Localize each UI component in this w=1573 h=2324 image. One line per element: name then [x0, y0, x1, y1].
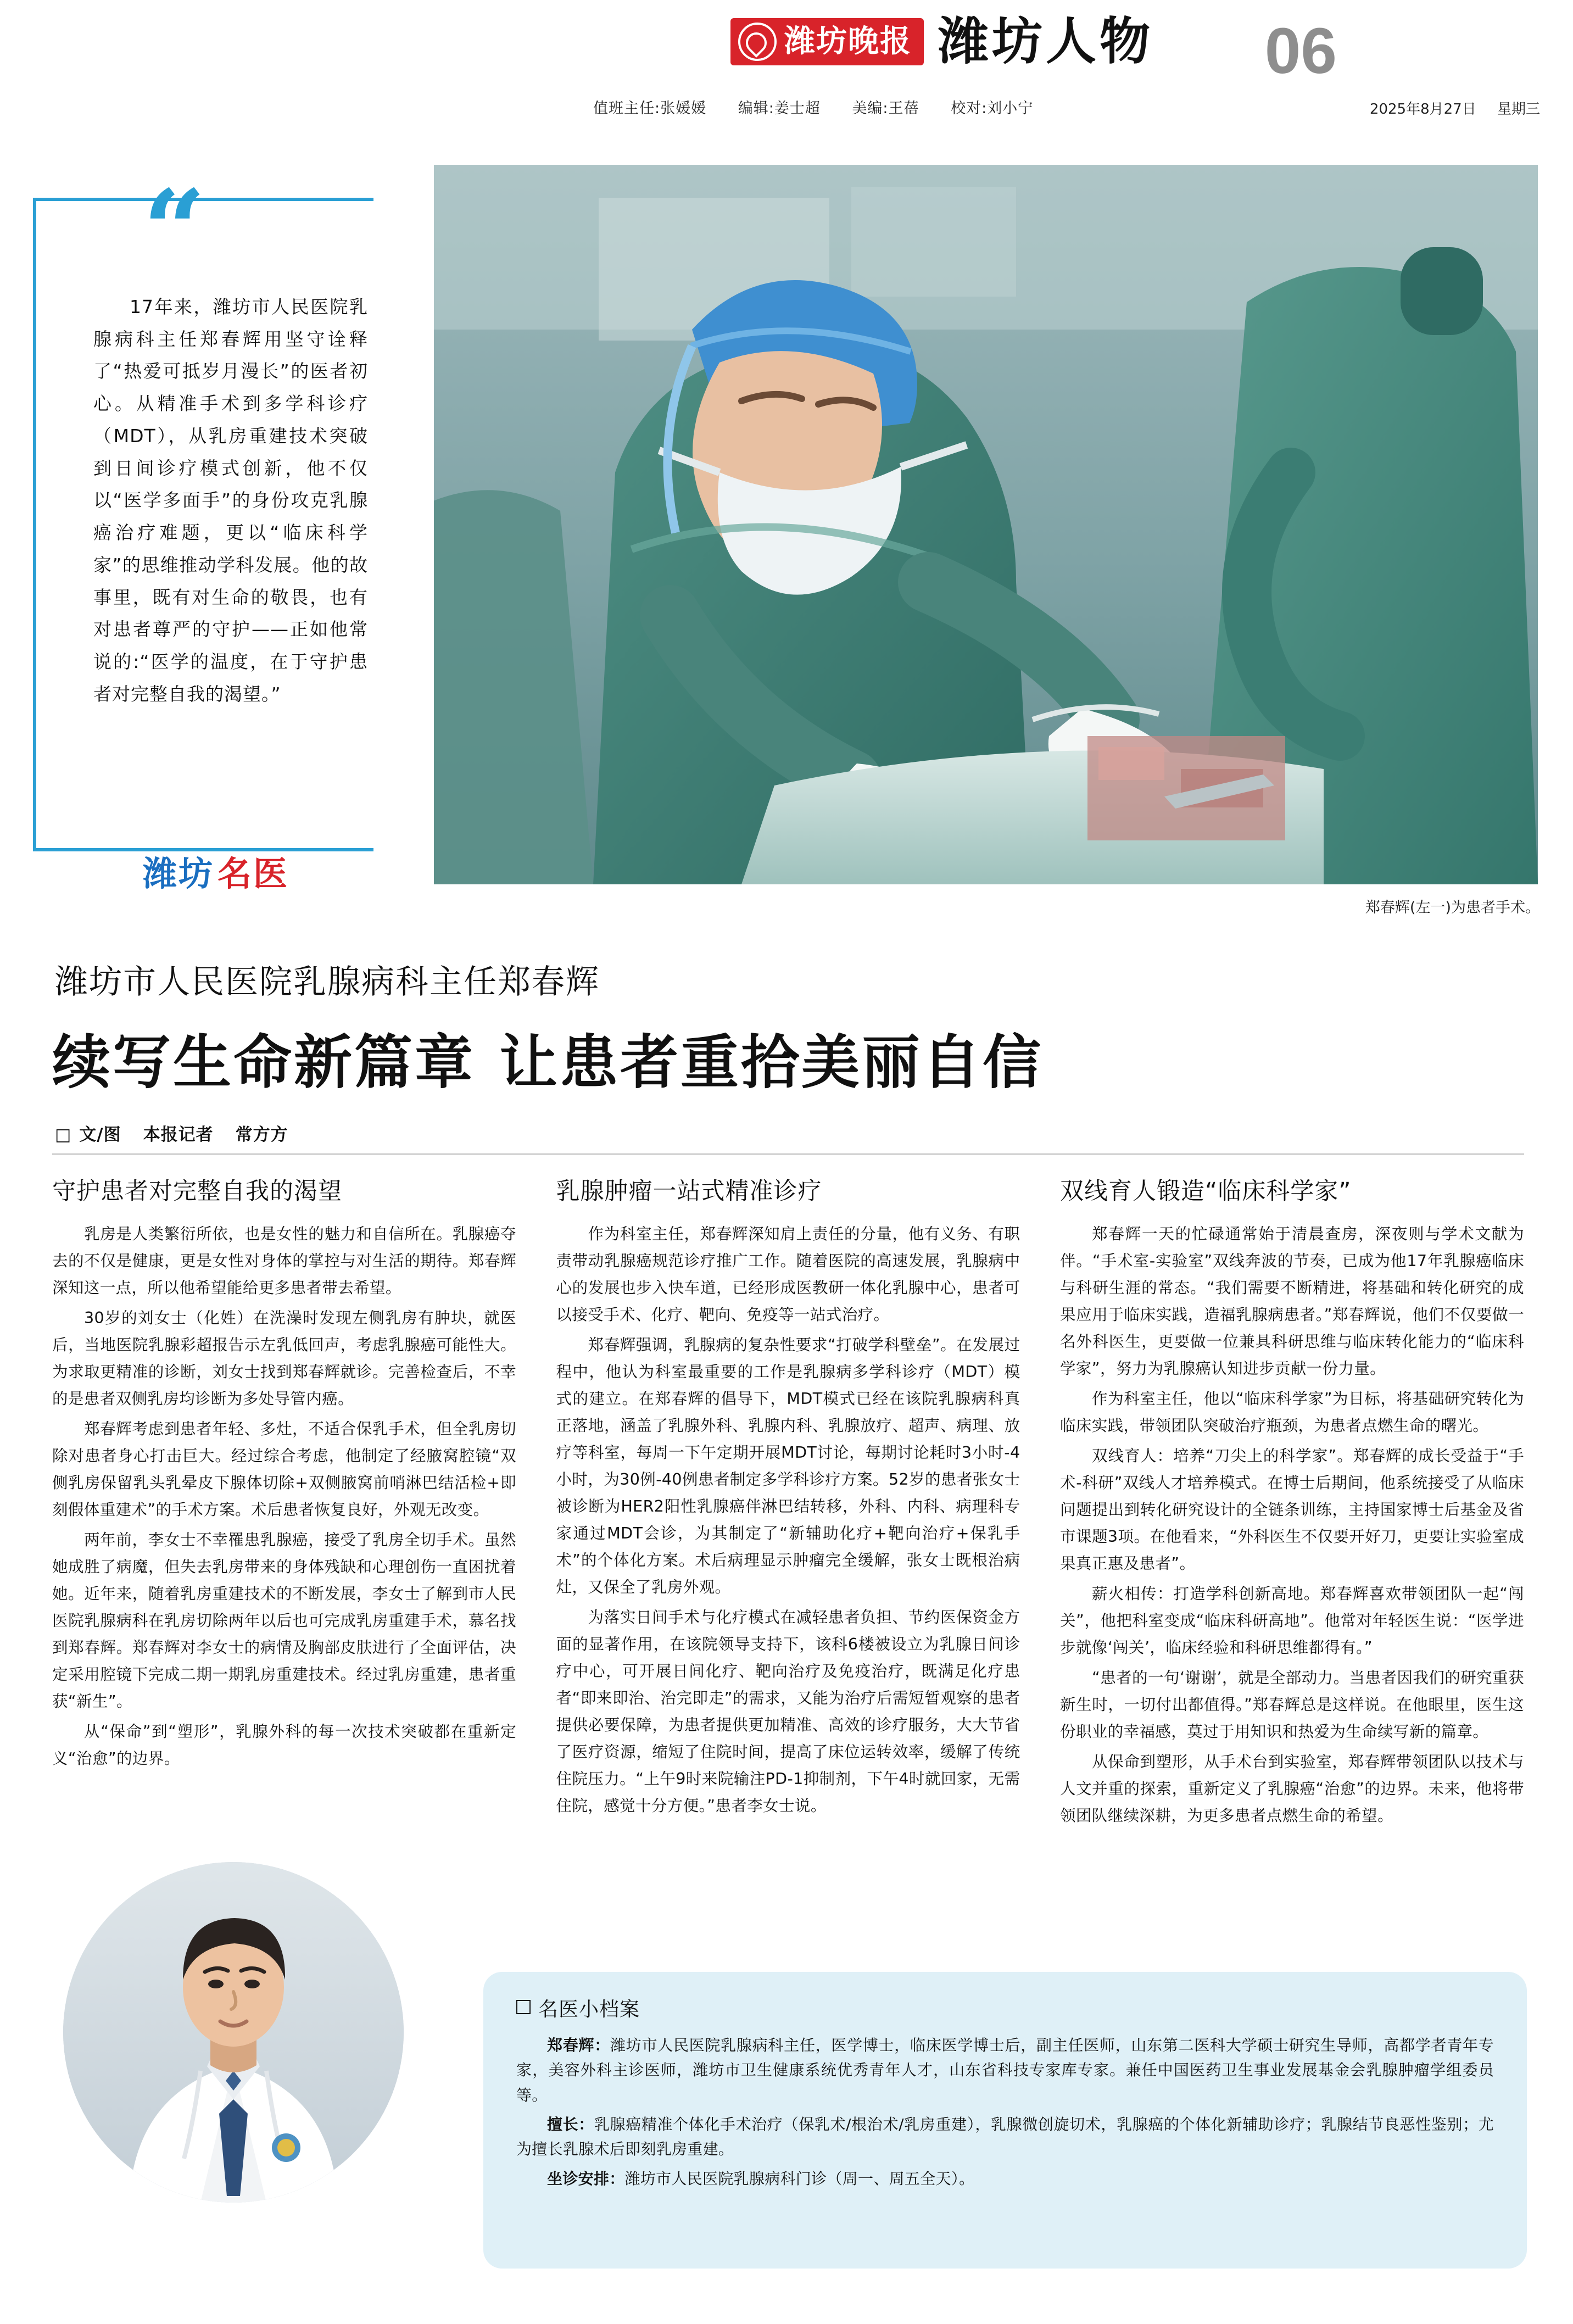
- byline-box-icon: □: [55, 1125, 72, 1145]
- profile-intro: [516, 2033, 1494, 2108]
- issue-date-value: 2025年8月27日: [1369, 101, 1476, 118]
- page-number: 06: [1264, 15, 1337, 87]
- profile-speciality: [516, 2112, 1494, 2162]
- column-3-paragraph: 郑春辉一天的忙碌通常始于清晨查房，深夜则与学术文献为伴。“手术室-实验室”双线奔波的节奏，已成为他17年乳腺癌临床与科研生涯的常态。“我们需要不断精进，将基础和转化研究的成果应用于临床实践，造福乳腺病患者。”郑春辉说，他们不仅要做一名外科医生，更要做一位兼具科研思维与临床转化能力的“临床科学家”，努力为乳腺癌认知进步贡献一份力量。: [1060, 1225, 1524, 1378]
- article-columns: [52, 1173, 1524, 1832]
- column-1-heading: 守护患者对完整自我的渴望: [52, 1178, 342, 1205]
- newspaper-logo-text: 潍坊晚报: [784, 24, 912, 59]
- column-1-paragraph: 乳房是人类繁衍所依，也是女性的魅力和自信所在。乳腺癌夺去的不仅是健康，更是女性对身体的掌控与对生活的期待。郑春辉深知这一点，所以他希望能给更多患者带去希望。: [52, 1225, 516, 1297]
- weifang-famous-doctor-brand: [143, 854, 289, 894]
- brand-word-famous-doctor: 名医: [217, 854, 289, 894]
- article-column-2: [556, 1173, 1020, 1832]
- profile-title: [516, 1994, 1494, 2022]
- masthead-brand: [730, 12, 1154, 71]
- column-2-paragraph: 作为科室主任，郑春辉深知肩上责任的分量，他有义务、有职责带动乳腺癌规范诊疗推广工作。随着医院的高速发展，乳腺病中心的发展也步入快车道，已经形成医教研一体化乳腺中心，患者可以接受手术、化疗、靶向、免疫等一站式治疗。: [556, 1225, 1020, 1324]
- profile-speciality-text: 乳腺癌精准个体化手术治疗（保乳术/根治术/乳房重建），乳腺微创旋切术，乳腺癌的个体化新辅助诊疗；乳腺结节良恶性鉴别；尤为擅长乳腺术后即刻乳房重建。: [516, 2115, 1494, 2159]
- credit-proofreader: 校对:刘小宁: [951, 100, 1034, 117]
- column-3-paragraph: 作为科室主任，他以“临床科学家”为目标，将基础研究转化为临床实践，带领团队突破治疗瓶颈，为患者点燃生命的曙光。: [1060, 1390, 1524, 1435]
- issue-weekday: 星期三: [1497, 101, 1540, 118]
- issue-date: [1353, 98, 1540, 118]
- surgery-photo-image: [434, 165, 1538, 884]
- column-1-paragraph: 30岁的刘女士（化姓）在洗澡时发现左侧乳房有肿块，就医后，当地医院乳腺彩超报告示左乳低回声，考虑乳腺癌可能性大。为求取更精准的诊断，刘女士找到郑春辉就诊。完善检查后，不幸的是患者双侧乳房均诊断为多处导管内癌。: [52, 1309, 516, 1408]
- credits-line: [593, 96, 1059, 118]
- article-column-1: [52, 1173, 516, 1832]
- doctor-portrait: [63, 1862, 404, 2203]
- profile-clinic-label: 坐诊安排：: [547, 2169, 625, 2188]
- column-2-paragraph: 郑春辉强调，乳腺病的复杂性要求“打破学科壁垒”。在发展过程中，他认为科室最重要的工作是乳腺病多学科诊疗（MDT）模式的建立。在郑春辉的倡导下，MDT模式已经在该院乳腺病科真正落地，涵盖了乳腺外科、乳腺内科、乳腺放疗、超声、病理、放疗等科室，每周一下午定期开展MDT讨论，每期讨论耗时3小时-4小时，为30例-40例患者制定多学科诊疗方案。52岁的患者张女士被诊断为HER2阳性乳腺癌伴淋巴结转移，外科、内科、病理科专家通过MDT会诊，为其制定了“新辅助化疗+靶向治疗+保乳手术”的个体化方案。术后病理显示肿瘤完全缓解，张女士既根治病灶，又保全了乳房外观。: [556, 1336, 1020, 1597]
- profile-clinic-text: 潍坊市人民医院乳腺病科门诊（周一、周五全天）。: [624, 2169, 975, 2188]
- column-2-heading: 乳腺肿瘤一站式精准诊疗: [556, 1178, 822, 1205]
- main-headline-right: 让患者重拾美丽自信: [499, 1029, 1043, 1096]
- byline-author: 常方方: [235, 1125, 288, 1145]
- article-column-3: [1060, 1173, 1524, 1832]
- surgery-photo: [434, 165, 1538, 884]
- newspaper-logo-badge: [730, 18, 924, 65]
- credit-art-editor: 美编:王蓓: [852, 100, 919, 117]
- byline-source: 本报记者: [143, 1125, 214, 1145]
- byline-label: 文/图: [79, 1125, 121, 1145]
- column-1-paragraph: 两年前，李女士不幸罹患乳腺癌，接受了乳房全切手术。虽然她成胜了病魔，但失去乳房带来的身体残缺和心理创伤一直困扰着她。近年来，随着乳房重建技术的不断发展，李女士了解到市人民医院乳腺病科在乳房切除两年以后也可完成乳房重建手术，慕名找到郑春辉。郑春辉对李女士的病情及胸部皮肤进行了全面评估，决定采用腔镜下完成二期一期乳房重建技术。经过乳房重建，患者重获“新生”。: [52, 1531, 516, 1711]
- column-1-paragraph: 从“保命”到“塑形”，乳腺外科的每一次技术突破都在重新定义“治愈”的边界。: [52, 1723, 516, 1768]
- masthead: [0, 0, 1573, 137]
- profile-intro-name: 郑春辉：: [547, 2036, 610, 2054]
- shoulder-headline: 潍坊市人民医院乳腺病科主任郑春辉: [55, 963, 600, 1001]
- profile-box-icon: [516, 2000, 531, 2014]
- credit-duty-editor: 值班主任:张媛媛: [593, 100, 707, 117]
- quote-mark-icon: “: [143, 166, 207, 295]
- byline: [55, 1121, 288, 1145]
- column-3-paragraph: 双线育人：培养“刀尖上的科学家”。郑春辉的成长受益于“手术-科研”双线人才培养模式。在博士后期间，他系统接受了从临床问题提出到转化研究设计的全链条训练，主持国家博士后基金及省市课题3项。在他看来，“外科医生不仅要开好刀，更要让实验室成果真正惠及患者”。: [1060, 1447, 1524, 1573]
- brand-word-weifang: 潍坊: [143, 854, 215, 894]
- newspaper-logo-icon: [738, 23, 777, 61]
- doctor-profile-box: [483, 1972, 1527, 2269]
- photo-caption: 郑春辉(左一)为患者手术。: [1365, 899, 1540, 916]
- column-3-heading: 双线育人锻造“临床科学家”: [1060, 1178, 1352, 1205]
- section-title: 潍坊人物: [938, 12, 1154, 71]
- column-3-paragraph: 薪火相传：打造学科创新高地。郑春辉喜欢带领团队一起“闯关”，他把科室变成“临床科研高地”。他常对年轻医生说：“医学进步就像‘闯关’，临床经验和科研思维都得有。”: [1060, 1585, 1524, 1657]
- column-1-paragraph: 郑春辉考虑到患者年轻、多灶，不适合保乳手术，但全乳房切除对患者身心打击巨大。经过综合考虑，他制定了经腋窝腔镜“双侧乳房保留乳头乳晕皮下腺体切除+双侧腋窝前哨淋巴结活检+即刻假体重建术”的手术方案。术后患者恢复良好，外观无改变。: [52, 1420, 516, 1519]
- doctor-portrait-image: [63, 1862, 404, 2203]
- profile-intro-text: 潍坊市人民医院乳腺病科主任，医学博士，临床医学博士后，副主任医师，山东第二医科大学硕士研究生导师，高都学者青年专家，美容外科主诊医师，潍坊市卫生健康系统优秀青年人才，山东省科技专家库专家。兼任中国医药卫生事业发展基金会乳腺肿瘤学组委员等。: [516, 2036, 1494, 2104]
- header-divider: [52, 1153, 1524, 1155]
- profile-speciality-label: 擅长：: [547, 2115, 594, 2134]
- pull-quote-block: [33, 166, 412, 906]
- column-3-paragraph: 从保命到塑形，从手术台到实验室，郑春辉带领团队以技术与人文并重的探索，重新定义了乳腺癌“治愈”的边界。未来，他将带领团队继续深耕，为更多患者点燃生命的希望。: [1060, 1753, 1524, 1825]
- pull-quote-text: 17年来，潍坊市人民医院乳腺病科主任郑春辉用坚守诠释了“热爱可抵岁月漫长”的医者初心。从精准手术到多学科诊疗（MDT），从乳房重建技术突破到日间诊疗模式创新，他不仅以“医学多面手”的身份攻克乳腺癌治疗难题，更以“临床科学家”的思维推动学科发展。他的故事里，既有对生命的敬畏，也有对患者尊严的守护——正如他常说的:“医学的温度，在于守护患者对完整自我的渴望。”: [93, 296, 368, 705]
- main-headline-left: 续写生命新篇章: [52, 1029, 475, 1096]
- column-3-paragraph: “患者的一句‘谢谢’，就是全部动力。当患者因我们的研究重获新生时，一切付出都值得。”郑春辉总是这样说。在他眼里，医生这份职业的幸福感，莫过于用知识和热爱为生命续写新的篇章。: [1060, 1669, 1524, 1741]
- main-headline: [52, 1016, 1043, 1100]
- profile-clinic: [516, 2166, 1494, 2191]
- profile-title-text: 名医小档案: [538, 1998, 640, 2021]
- column-2-paragraph: 为落实日间手术与化疗模式在减轻患者负担、节约医保资金方面的显著作用，在该院领导支持下，该科6楼被设立为乳腺日间诊疗中心，可开展日间化疗、靶向治疗及免疫治疗，既满足化疗患者“即来即治、治完即走”的需求，又能为治疗后需短暂观察的患者提供必要保障，为患者提供更加精准、高效的诊疗服务，大大节省了医疗资源，缩短了住院时间，提高了床位运转效率，缓解了传统住院压力。“上午9时来院输注PD-1抑制剂，下午4时就回家，无需住院，感觉十分方便。”患者李女士说。: [556, 1608, 1020, 1815]
- credit-editor: 编辑:姜士超: [738, 100, 821, 117]
